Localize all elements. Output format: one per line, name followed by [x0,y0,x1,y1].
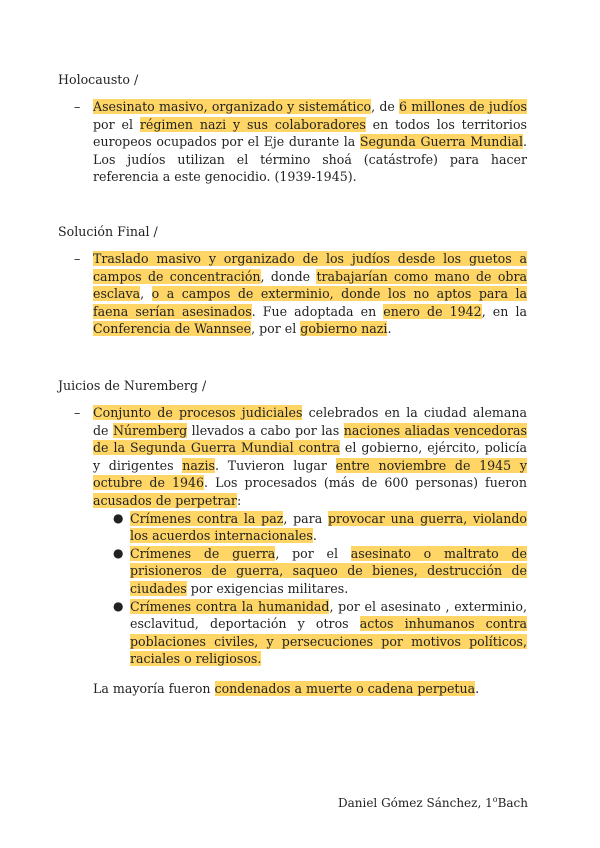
text-segment: , para [283,510,328,526]
text-segment: , en la [481,303,527,319]
highlighted-text: asesinato o maltrato de prisioneros de guerra, saqueo de bienes, destrucción de ciudades [130,545,527,596]
text-segment: . Los procesados (más de 600 personas) fueron [204,475,527,491]
text-segment: . [387,321,392,337]
text-segment: , por el asesinato , exterminio, esclavitud, deportación y otros [130,598,527,632]
text-segment: , [140,286,152,302]
highlighted-text: 6 millones de judíos [399,99,527,114]
section-body-juicios-nuremberg [93,404,527,698]
section-title-juicios-nuremberg: Juicios de Nuremberg / [58,378,207,393]
highlighted-text: provocar una guerra, violando los acuerdos internacionales [130,510,527,544]
text-segment: , por el [251,321,301,337]
bullet-icon: ● [113,598,124,613]
list-item [113,598,527,668]
highlighted-text: enero de 1942 [383,303,482,319]
text-segment: . Los judíos utilizan el término shoá (catástrofe) para hacer referencia a este genocidio. (1939-1945). [93,134,527,185]
highlighted-text: nazis [182,457,215,473]
text-segment: . [475,680,480,696]
list-item [113,510,527,545]
text-segment: , de [371,99,400,114]
text-segment: . [312,528,317,544]
highlighted-text: Núremberg [113,422,188,438]
text-segment: . Fue adoptada en [251,303,384,319]
highlighted-text: acusados de perpetrar [93,492,237,508]
text-segment: . Tuvieron lugar [215,457,336,473]
text-segment: : [236,492,242,508]
section-body-holocausto [93,98,527,186]
paragraph [93,98,527,186]
dash-marker: – [74,99,81,114]
highlighted-text: condenados a muerte o cadena perpetua [214,680,476,696]
author-name: Daniel Gómez Sánchez, 1 [337,796,493,810]
list-item-text [130,511,527,544]
highlighted-text: Crímenes contra la humanidad [130,598,330,614]
list-item [113,545,527,598]
bullet-icon: ● [113,545,124,560]
highlighted-text: trabajarían como mano de obra esclava [93,268,527,302]
bullet-icon: ● [113,510,124,525]
text-segment: , por el [275,545,351,561]
text-segment: , donde [260,268,317,284]
list-item-text [130,546,527,596]
highlighted-text: Asesinato masivo, organizado y sistemático [93,99,372,114]
highlighted-text: Segunda Guerra Mundial [359,134,523,150]
highlighted-text: naciones aliadas vencedoras de la Segunda Guerra Mundial contra [93,422,527,456]
list-item-text [130,599,527,667]
highlighted-text: gobierno nazi [300,321,388,337]
highlighted-text: Conferencia de Wannsee [93,321,252,337]
highlighted-text: Traslado masivo y organizado de los judíos desde los guetos a campos de concentración [93,251,527,284]
highlighted-text: Crímenes de guerra [130,545,276,561]
highlighted-text: Conjunto de procesos judiciales [93,405,303,420]
section-title-holocausto: Holocausto / [58,72,139,87]
section-title-solucion-final: Solución Final / [58,224,158,239]
highlighted-text: o a campos de exterminio, donde los no aptos para la faena serían asesinados [93,286,527,319]
text-segment: el gobierno, ejército, policía y dirigentes [93,440,527,473]
closing-paragraph [93,680,527,698]
text-segment: llevados a cabo por las [187,422,344,438]
section-body-solucion-final [93,250,527,338]
course-label: Bach [497,796,528,810]
text-segment: en todos los territorios europeos ocupados por el Eje durante la [93,116,527,150]
text-segment: La mayoría fueron [93,680,215,696]
text-segment: celebrados en la ciudad alemana de [93,405,527,438]
dash-marker: – [74,405,81,420]
text-segment: por el [93,116,140,132]
highlighted-text: Crímenes contra la paz [130,510,284,526]
text-segment: por exigencias militares. [186,580,349,596]
highlighted-text: régimen nazi y sus colaboradores [139,116,366,132]
highlighted-text: entre noviembre de 1945 y octubre de 1946 [93,457,527,491]
paragraph [93,404,527,510]
highlighted-text: actos inhumanos contra poblaciones civiles, y persecuciones por motivos políticos, raciales o religiosos. [130,616,527,667]
crimes-list [93,510,527,668]
author-signature [338,795,528,810]
dash-marker: – [74,251,81,266]
paragraph [93,250,527,338]
ordinal-indicator: o [492,795,498,804]
